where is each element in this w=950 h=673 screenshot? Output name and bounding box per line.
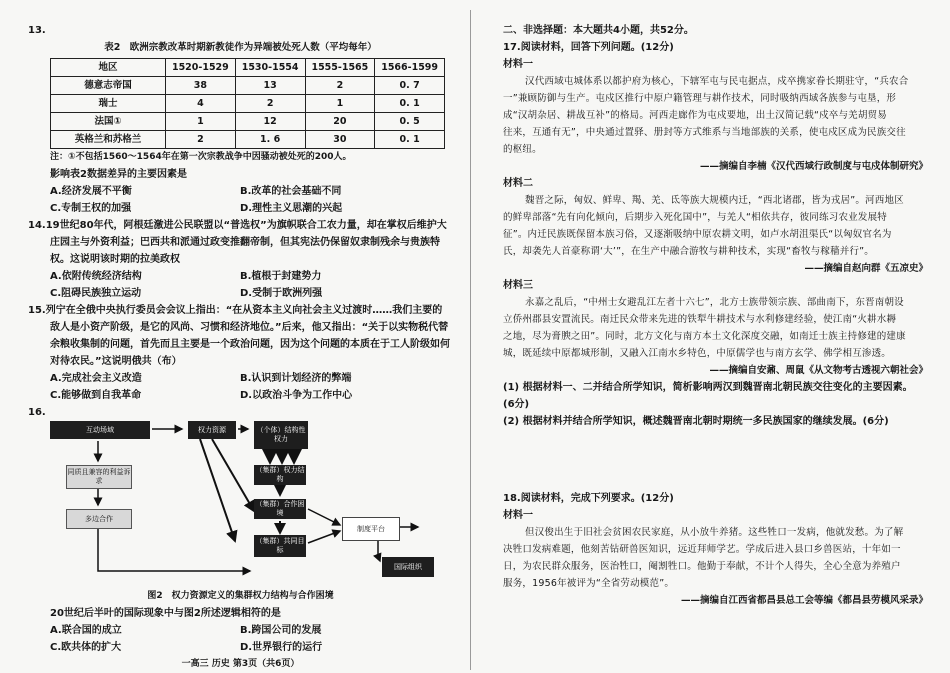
q18-material-1-line: 但汉俊出生于旧社会贫困农民家庭，从小放牛养猪。这些牲口一发病，他就发愁。为了解 <box>525 527 904 538</box>
q17-material-1-line: 往来，互通有无”，中央通过置驿、册封等方式维系与当地部族的关系，使屯戍区成为民族交往 <box>503 127 906 138</box>
q13-stem: 影响表2数据差异的主要因素是 <box>50 169 187 180</box>
table-cell: 英格兰和苏格兰 <box>51 131 166 149</box>
q17-material-2-label: 材料二 <box>503 178 533 189</box>
q17-material-3-source: ——摘编自安鼐、周鼠《从文物考古透视六朝社会》 <box>709 365 928 376</box>
q13-number: 13. <box>28 25 46 36</box>
option-c[interactable]: C.阻碍民族独立运动 <box>50 288 142 299</box>
answer-space[interactable] <box>503 430 928 490</box>
option-a[interactable]: A.联合国的成立 <box>50 625 122 636</box>
q17-material-2-line: 氏，却袭先人首豪称谓‘大’”，在生产中融合游牧与耕种技术，实现“畜牧与稼穑并行”。 <box>503 246 875 257</box>
right-column <box>503 22 928 609</box>
q13-options <box>28 183 453 217</box>
q17-subquestion-2: (2) 根据材料并结合所学知识，概述魏晋南北朝时期统一多民族国家的继续发展。(6分) <box>503 416 889 427</box>
table-cell: 38 <box>166 77 236 95</box>
table-cell: 20 <box>305 113 375 131</box>
q17-material-3-line: 城，既延续中原都城形制，又融入江南水乡特色，中原儒学也与南方玄学、佛学相互渗透。 <box>503 348 892 359</box>
option-c[interactable]: C.能够做到自我革命 <box>50 390 142 401</box>
q14-stem-line: 庄园主与外资利益；巴西共和派通过政变推翻帝制，但其宪法仍保留奴隶制残余与贵族特 <box>50 237 440 248</box>
option-a[interactable]: A.经济发展不平衡 <box>50 186 132 197</box>
q17-material-2-line: 魏晋之际，匈奴、鲜卑、羯、羌、氐等族大规模内迁，“西北诸郡，皆为戎居”。河西地区 <box>525 195 904 206</box>
table-cell: 13 <box>235 77 305 95</box>
table-cell: 瑞士 <box>51 95 166 113</box>
table-cell: 2 <box>305 77 375 95</box>
left-column <box>28 22 453 673</box>
q17-material-1-line: 一”兼顾防御与生产。屯戍区推行中原户籍管理与耕作技术，同时吸纳西域各族参与屯垦，形 <box>503 93 897 104</box>
q17-material-3-line: 之地，尽为膏腴之田”。同时，北方文化与南方本土文化深度交融，如南迁士族主持修建的建康 <box>503 331 906 342</box>
table-cell: 2 <box>166 131 236 149</box>
page-footer: 一高三 历史 第3页（共6页） <box>181 659 300 669</box>
table-cell: 1. 6 <box>235 131 305 149</box>
table-cell: 德意志帝国 <box>51 77 166 95</box>
table-row <box>51 131 445 149</box>
q18-material-1-line: 决牲口发病难题，他刻苦钻研兽医知识，远近拜师学艺。学成后进入县口乡兽医站，十年如一 <box>503 544 901 555</box>
q13-table-title: 表2 欧洲宗教改革时期新教徒作为异端被处死人数（平均每年） <box>104 42 377 53</box>
option-c[interactable]: C.专制王权的加强 <box>50 203 132 214</box>
table-row <box>51 77 445 95</box>
q18-material-1-line: 日，为农民群众服务，医治牲口，阉割牲口。他勤于奉献，不计个人得失，全心全意为养殖户 <box>503 561 901 572</box>
arrow-line <box>98 529 250 571</box>
q16-stem: 20世纪后半叶的国际现象中与图2所述逻辑相符的是 <box>50 608 281 619</box>
q17-material-3-label: 材料三 <box>503 280 533 291</box>
table-cell: 1 <box>166 113 236 131</box>
table-header-cell: 1566-1599 <box>375 59 445 77</box>
diagram-node-structural-power: （个体）结构性权力 <box>254 421 308 449</box>
q17-material-3-line: 立侨州郡县安置流民。南迁民众带来先进的铁犁牛耕技术与水利修建经验，使江南“火耕水耨 <box>503 314 897 325</box>
q17-subquestion-1: (1) 根据材料一、二并结合所学知识，简析影响两汉到魏晋南北朝民族交往变化的主要因素。 <box>503 382 913 393</box>
q17-material-1-line: 的枢纽。 <box>503 144 542 155</box>
option-b[interactable]: B.改革的社会基础不同 <box>240 186 342 197</box>
option-d[interactable]: D.世界银行的运行 <box>240 642 323 653</box>
diagram-node-multilateral-cooperation: 多边合作 <box>66 509 132 529</box>
q15-options <box>28 370 453 404</box>
q14-options <box>28 268 453 302</box>
diagram-node-institutional-platform: 制度平台 <box>342 517 400 541</box>
option-d[interactable]: D.理性主义思潮的兴起 <box>240 203 343 214</box>
diagram-node-international-organization: 国际组织 <box>382 557 434 577</box>
diagram-node-shared-interests: 同质且兼容的利益诉求 <box>66 465 132 489</box>
table-header-row <box>51 59 445 77</box>
q17-material-2-source: ——摘编自赵向群《五凉史》 <box>804 263 928 274</box>
diagram-node-power-structure: （集群）权力结构 <box>255 466 305 483</box>
table-cell: 0. 1 <box>375 131 445 149</box>
q16-options <box>28 622 453 656</box>
arrow-line <box>378 541 380 561</box>
table-row <box>51 95 445 113</box>
q17-material-1-line: 汉代西域屯城体系以都护府为核心，下辖军屯与民屯据点，戍卒携家眷长期驻守，“兵农合 <box>525 76 909 87</box>
q13-table <box>50 58 445 149</box>
table-cell: 1 <box>305 95 375 113</box>
table-cell: 0. 7 <box>375 77 445 95</box>
diagram-node-interaction-field: 互动场域 <box>50 421 150 439</box>
option-a[interactable]: A.依附传统经济结构 <box>50 271 142 282</box>
arrow-line <box>212 439 254 511</box>
q17-material-3-line: 永嘉之乱后，“中州士女避乱江左者十六七”，北方士族带领宗族、部曲南下，东晋南朝设 <box>525 297 904 308</box>
table-cell: 12 <box>235 113 305 131</box>
arrow-line <box>200 439 235 541</box>
q14-stem-line: 14.19世纪80年代，阿根廷激进公民联盟以“普选权”为旗帜联合工农力量，却在掌权后维护大 <box>28 220 447 231</box>
q18-material-1-source: ——摘编自江西省都昌县总工会等编《都昌县劳模风采录》 <box>680 595 928 606</box>
table-cell: 30 <box>305 131 375 149</box>
option-b[interactable]: B.跨国公司的发展 <box>240 625 322 636</box>
q15-stem-line: 余粮收集制的问题，首先而且主要是一个政治问题，因为这个问题的本质在于工人阶级如何 <box>50 339 450 350</box>
arrow-line <box>308 531 340 543</box>
diagram-node-power-resources: 权力资源 <box>188 421 236 439</box>
column-divider <box>470 10 471 670</box>
table-cell: 法国① <box>51 113 166 131</box>
q18-material-1-line: 服务，1956年被评为“全省劳动模范”。 <box>503 578 675 589</box>
q17-subquestion-1-score: (6分) <box>503 399 530 410</box>
option-d[interactable]: D.受制于欧洲列强 <box>240 288 323 299</box>
q16-number: 16. <box>28 407 46 418</box>
q14-stem-line: 权。这说明该时期的拉美政权 <box>50 254 180 265</box>
q17-material-2-line: 征”。内迁民族既保留本族习俗，又逐渐吸纳中原农耕文明，如卢水胡沮渠氏“以匈奴官名为 <box>503 229 892 240</box>
table-header-cell: 1520-1529 <box>166 59 236 77</box>
option-a[interactable]: A.完成社会主义改造 <box>50 373 142 384</box>
q15-stem-line: 敌人是小资产阶级，是它的风尚、习惯和经济地位。”后来，他又指出：“关于以实物税代替 <box>50 322 449 333</box>
option-c[interactable]: C.欧共体的扩大 <box>50 642 122 653</box>
section-heading: 二、非选择题：本大题共4小题，共52分。 <box>503 25 694 36</box>
q13-note: 注：①不包括1560～1564年在第一次宗教战争中因骚动被处死的200人。 <box>50 152 352 162</box>
table-cell: 0. 5 <box>375 113 445 131</box>
diagram-node-cooperation-dilemma: （集群）合作困境 <box>255 500 305 517</box>
diagram-node-common-goal: （集群）共同目标 <box>254 535 306 557</box>
option-b[interactable]: B.植根于封建势力 <box>240 271 322 282</box>
q17-material-1-label: 材料一 <box>503 59 533 70</box>
table-row <box>51 113 445 131</box>
q15-stem-line: 对待农民。”这说明俄共（布） <box>50 356 182 367</box>
table-header-cell: 1530-1554 <box>235 59 305 77</box>
q17-material-2-line: 的鲜卑部落“先有向化倾向，后期步入死化国中”，与羌人“相依共存，彼同练习农业发展特 <box>503 212 887 223</box>
table-cell: 0. 1 <box>375 95 445 113</box>
table-cell: 4 <box>166 95 236 113</box>
option-d[interactable]: D.以政治斗争为工作中心 <box>240 390 353 401</box>
q17-material-1-line: 成“汉胡杂居、耕战互补”的格局。河西走廊作为屯戍要地，出土汉简记载“戍卒与羌胡贸易 <box>503 110 887 121</box>
q16-diagram <box>50 421 445 586</box>
table-cell: 2 <box>235 95 305 113</box>
q16-figure-caption: 图2 权力资源定义的集群权力结构与合作困境 <box>147 591 334 601</box>
arrow-line <box>308 509 340 525</box>
q17-title: 17.阅读材料，回答下列问题。(12分) <box>503 42 674 53</box>
q17-material-1-source: ——摘编自李楠《汉代西域行政制度与屯戍体制研究》 <box>699 161 928 172</box>
table-header-cell: 地区 <box>51 59 166 77</box>
option-b[interactable]: B.认识到计划经济的弊端 <box>240 373 352 384</box>
table-header-cell: 1555-1565 <box>305 59 375 77</box>
q15-stem-line: 15.列宁在全俄中央执行委员会会议上指出：“在从资本主义向社会主义过渡时……我们主要的 <box>28 305 443 316</box>
q18-title: 18.阅读材料，完成下列要求。(12分) <box>503 493 674 504</box>
q18-material-1-label: 材料一 <box>503 510 533 521</box>
